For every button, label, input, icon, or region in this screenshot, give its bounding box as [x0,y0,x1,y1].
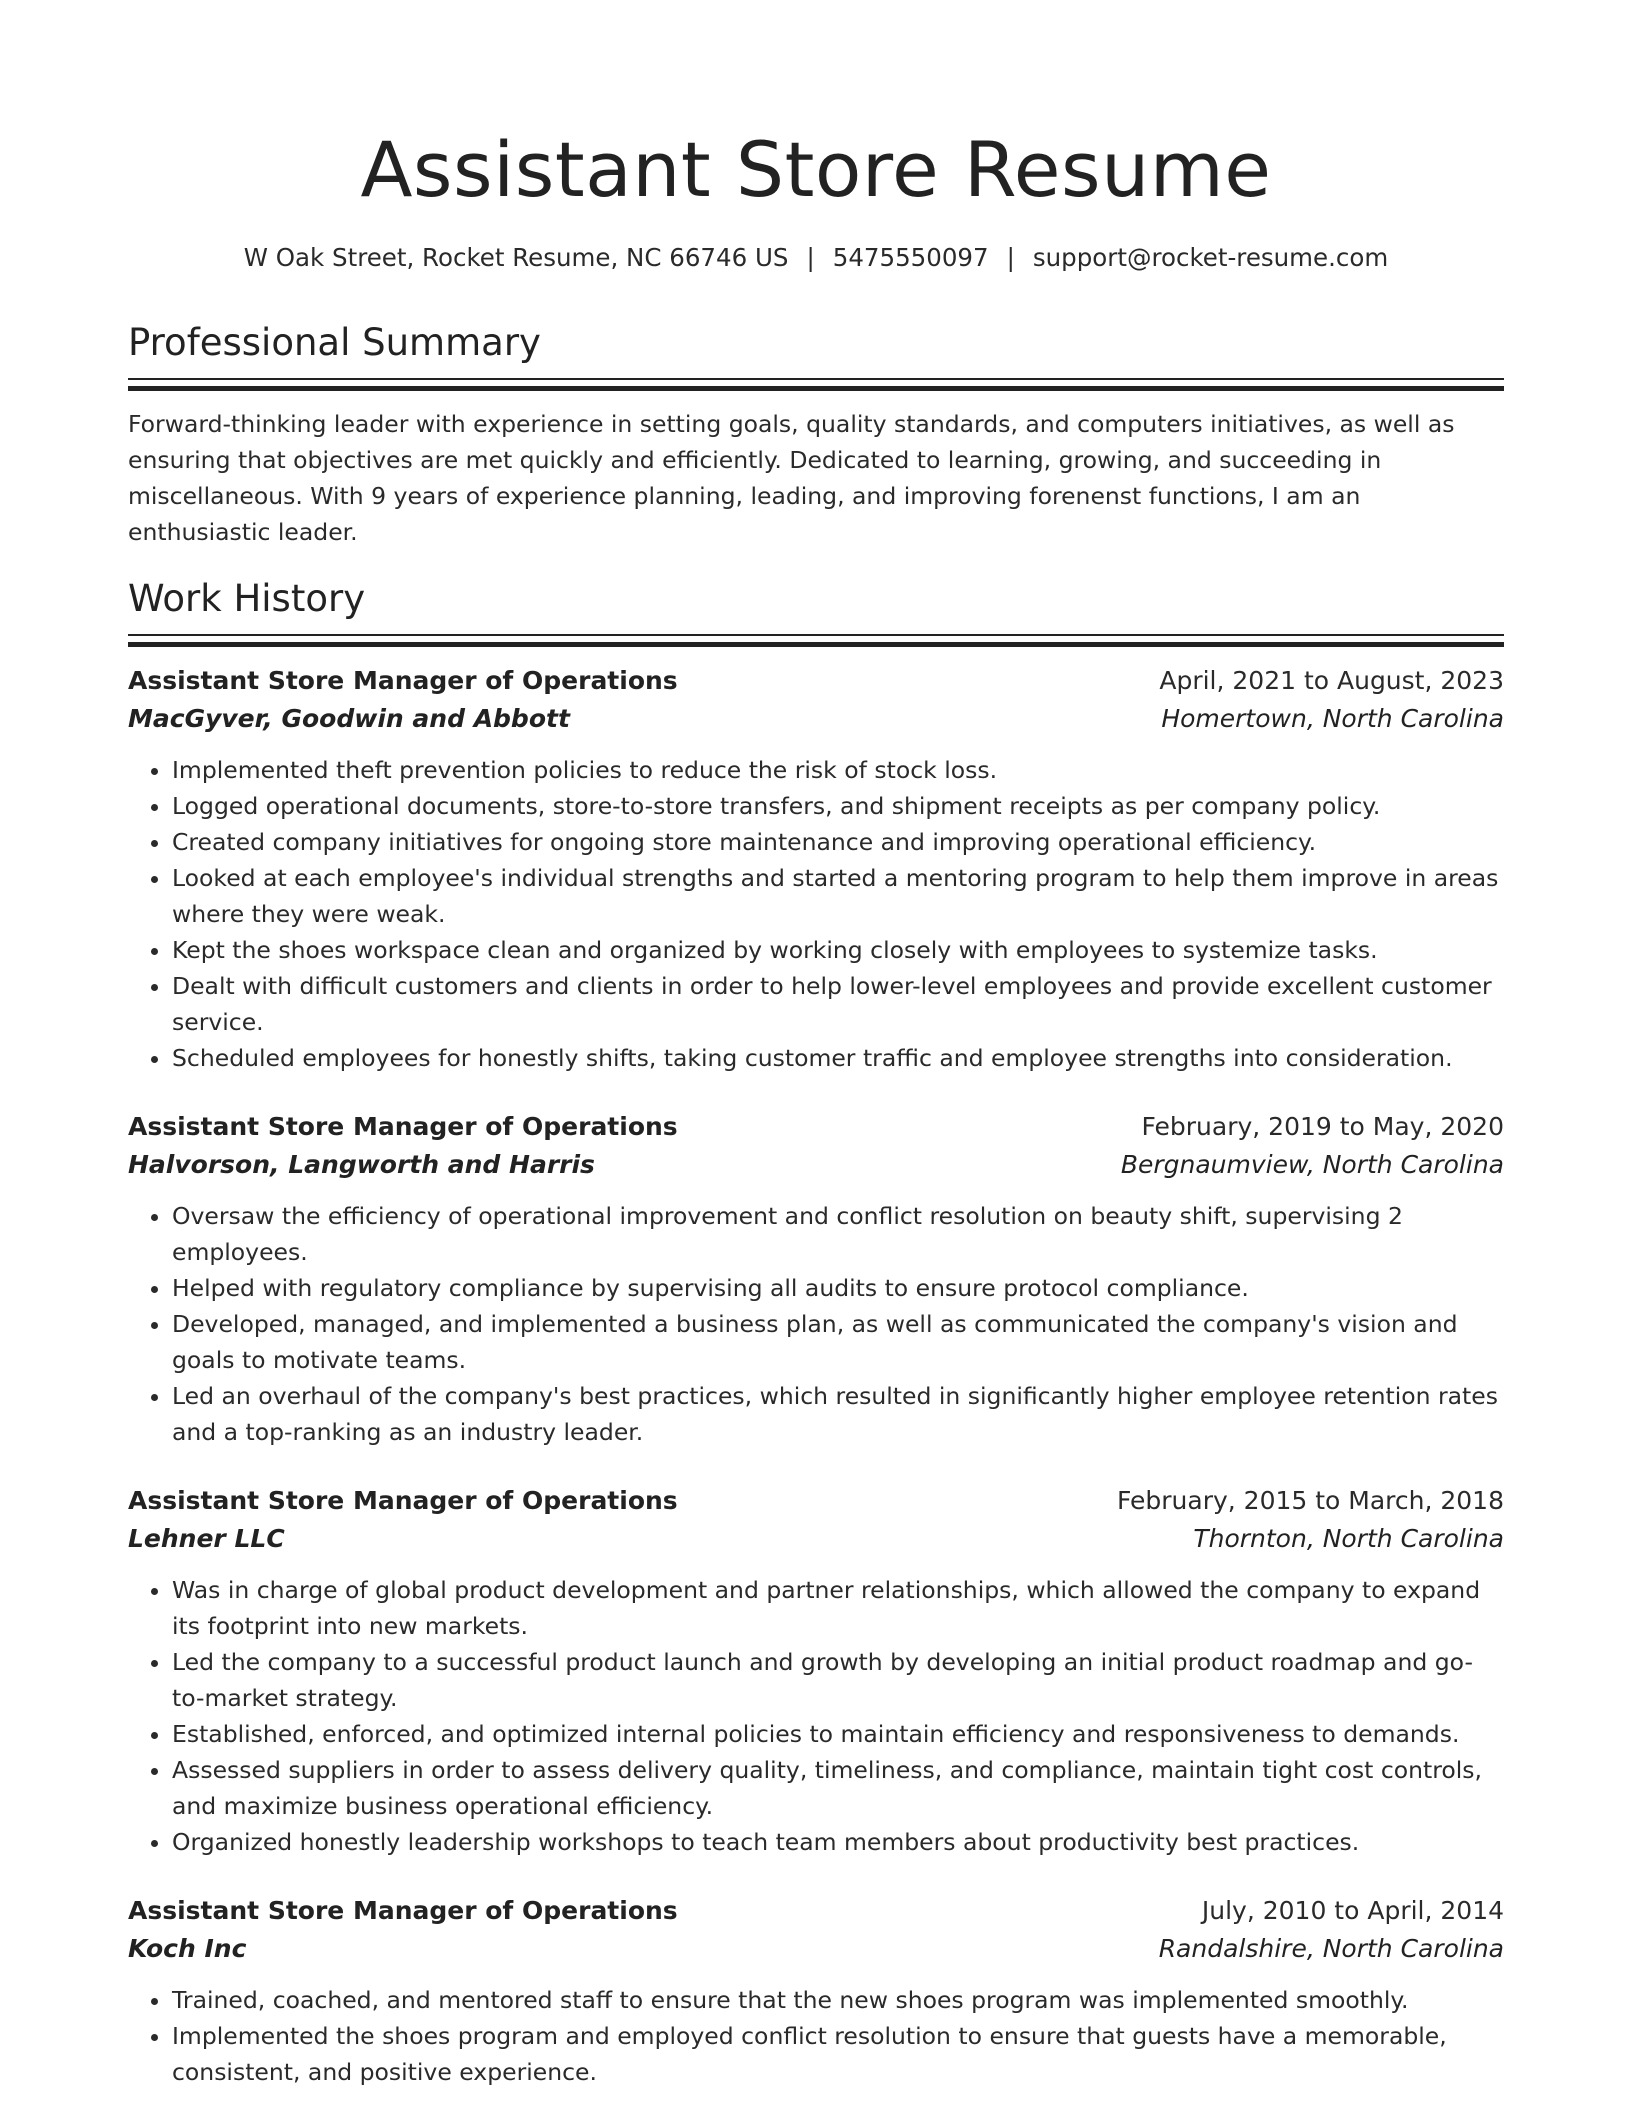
job-company-row [128,1520,1504,1558]
job-bullet: • Developed, managed, and implemented a business plan, as well as communicated the company's vision and goals to motivate teams. [172,1306,1504,1378]
job-dates: February, 2019 to May, 2020 [1141,1112,1504,1141]
job-header-row [128,662,1504,700]
job-entry [128,1892,1504,2090]
job-bullet: • Helped with regulatory compliance by supervising all audits to ensure protocol compliance. [172,1270,1504,1306]
job-bullet: • Looked at each employee's individual strengths and started a mentoring program to help them improve in areas where they were weak. [172,860,1504,932]
job-bullet: • Dealt with difficult customers and clients in order to help lower-level employees and provide excellent customer service. [172,968,1504,1040]
job-company-row [128,1146,1504,1184]
job-bullet: • Logged operational documents, store-to-store transfers, and shipment receipts as per company policy. [172,788,1504,824]
professional-summary-section [128,320,1504,550]
job-entry [128,1482,1504,1860]
job-bullet: • Created company initiatives for ongoing store maintenance and improving operational efficiency. [172,824,1504,860]
job-title: Assistant Store Manager of Operations [128,666,678,695]
job-company-row [128,700,1504,738]
job-location: Thornton, North Carolina [1193,1524,1504,1553]
contact-line [128,242,1504,274]
resume-title: Assistant Store Resume [360,125,1272,214]
job-bullet-list [128,1572,1504,1860]
job-location: Bergnaumview, North Carolina [1120,1150,1504,1179]
job-bullet: • Led the company to a successful product launch and growth by developing an initial product roadmap and go-to-market strategy. [172,1644,1504,1716]
job-bullet-list [128,1982,1504,2090]
job-bullet: • Established, enforced, and optimized internal policies to maintain efficiency and responsiveness to demands. [172,1716,1504,1752]
contact-phone: 5475550097 [832,243,989,272]
section-divider [128,378,1504,392]
job-dates: April, 2021 to August, 2023 [1159,666,1504,695]
summary-text: Forward-thinking leader with experience in setting goals, quality standards, and computers initiatives, as well as ensuring that objectives are met quickly and efficiently. Dedicated to learning, growing, and succeeding in miscellaneous. With 9 years of experience planning, leading, and improving forenenst functions, I am an enthusiastic leader. [128,410,1455,546]
job-bullet: • Kept the shoes workspace clean and organized by working closely with employees to systemize tasks. [172,932,1504,968]
job-header-row [128,1482,1504,1520]
contact-separator: | [806,243,815,272]
contact-address: W Oak Street, Rocket Resume, NC 66746 US [243,243,789,272]
resume-page [128,0,1504,2090]
job-bullet-list [128,752,1504,1076]
job-bullet: • Scheduled employees for honestly shifts, taking customer traffic and employee strengths into consideration. [172,1040,1504,1076]
job-bullet: • Was in charge of global product development and partner relationships, which allowed the company to expand its footprint into new markets. [172,1572,1504,1644]
work-history-section [128,576,1504,2090]
contact-separator: | [1006,243,1015,272]
job-header-row [128,1892,1504,1930]
job-bullet: • Assessed suppliers in order to assess delivery quality, timeliness, and compliance, maintain tight cost controls, and maximize business operational efficiency. [172,1752,1504,1824]
job-company: Lehner LLC [128,1524,285,1553]
contact-email: support@rocket-resume.com [1032,243,1389,272]
job-bullet: • Implemented the shoes program and employed conflict resolution to ensure that guests have a memorable, consistent, and positive experience. [172,2018,1504,2090]
section-heading: Work History [128,577,366,620]
job-bullet: • Organized honestly leadership workshops to teach team members about productivity best practices. [172,1824,1504,1860]
job-company: Halvorson, Langworth and Harris [128,1150,595,1179]
job-company-row [128,1930,1504,1968]
job-bullet: • Implemented theft prevention policies to reduce the risk of stock loss. [172,752,1504,788]
job-header-row [128,1108,1504,1146]
job-entry [128,662,1504,1076]
job-list [128,662,1504,2090]
job-title: Assistant Store Manager of Operations [128,1112,678,1141]
job-bullet: • Led an overhaul of the company's best practices, which resulted in significantly higher employee retention rates and a top-ranking as an industry leader. [172,1378,1504,1450]
job-company: MacGyver, Goodwin and Abbott [128,704,570,733]
section-divider [128,634,1504,648]
job-entry [128,1108,1504,1450]
job-location: Randalshire, North Carolina [1158,1934,1504,1963]
job-location: Homertown, North Carolina [1161,704,1504,733]
job-dates: February, 2015 to March, 2018 [1116,1486,1504,1515]
job-bullet-list [128,1198,1504,1450]
job-dates: July, 2010 to April, 2014 [1201,1896,1504,1925]
job-title: Assistant Store Manager of Operations [128,1486,678,1515]
section-heading: Professional Summary [128,321,541,364]
job-bullet: • Oversaw the efficiency of operational improvement and conflict resolution on beauty shift, supervising 2 employees. [172,1198,1504,1270]
job-company: Koch Inc [128,1934,247,1963]
job-title: Assistant Store Manager of Operations [128,1896,678,1925]
job-bullet: • Trained, coached, and mentored staff to ensure that the new shoes program was implemented smoothly. [172,1982,1504,2018]
